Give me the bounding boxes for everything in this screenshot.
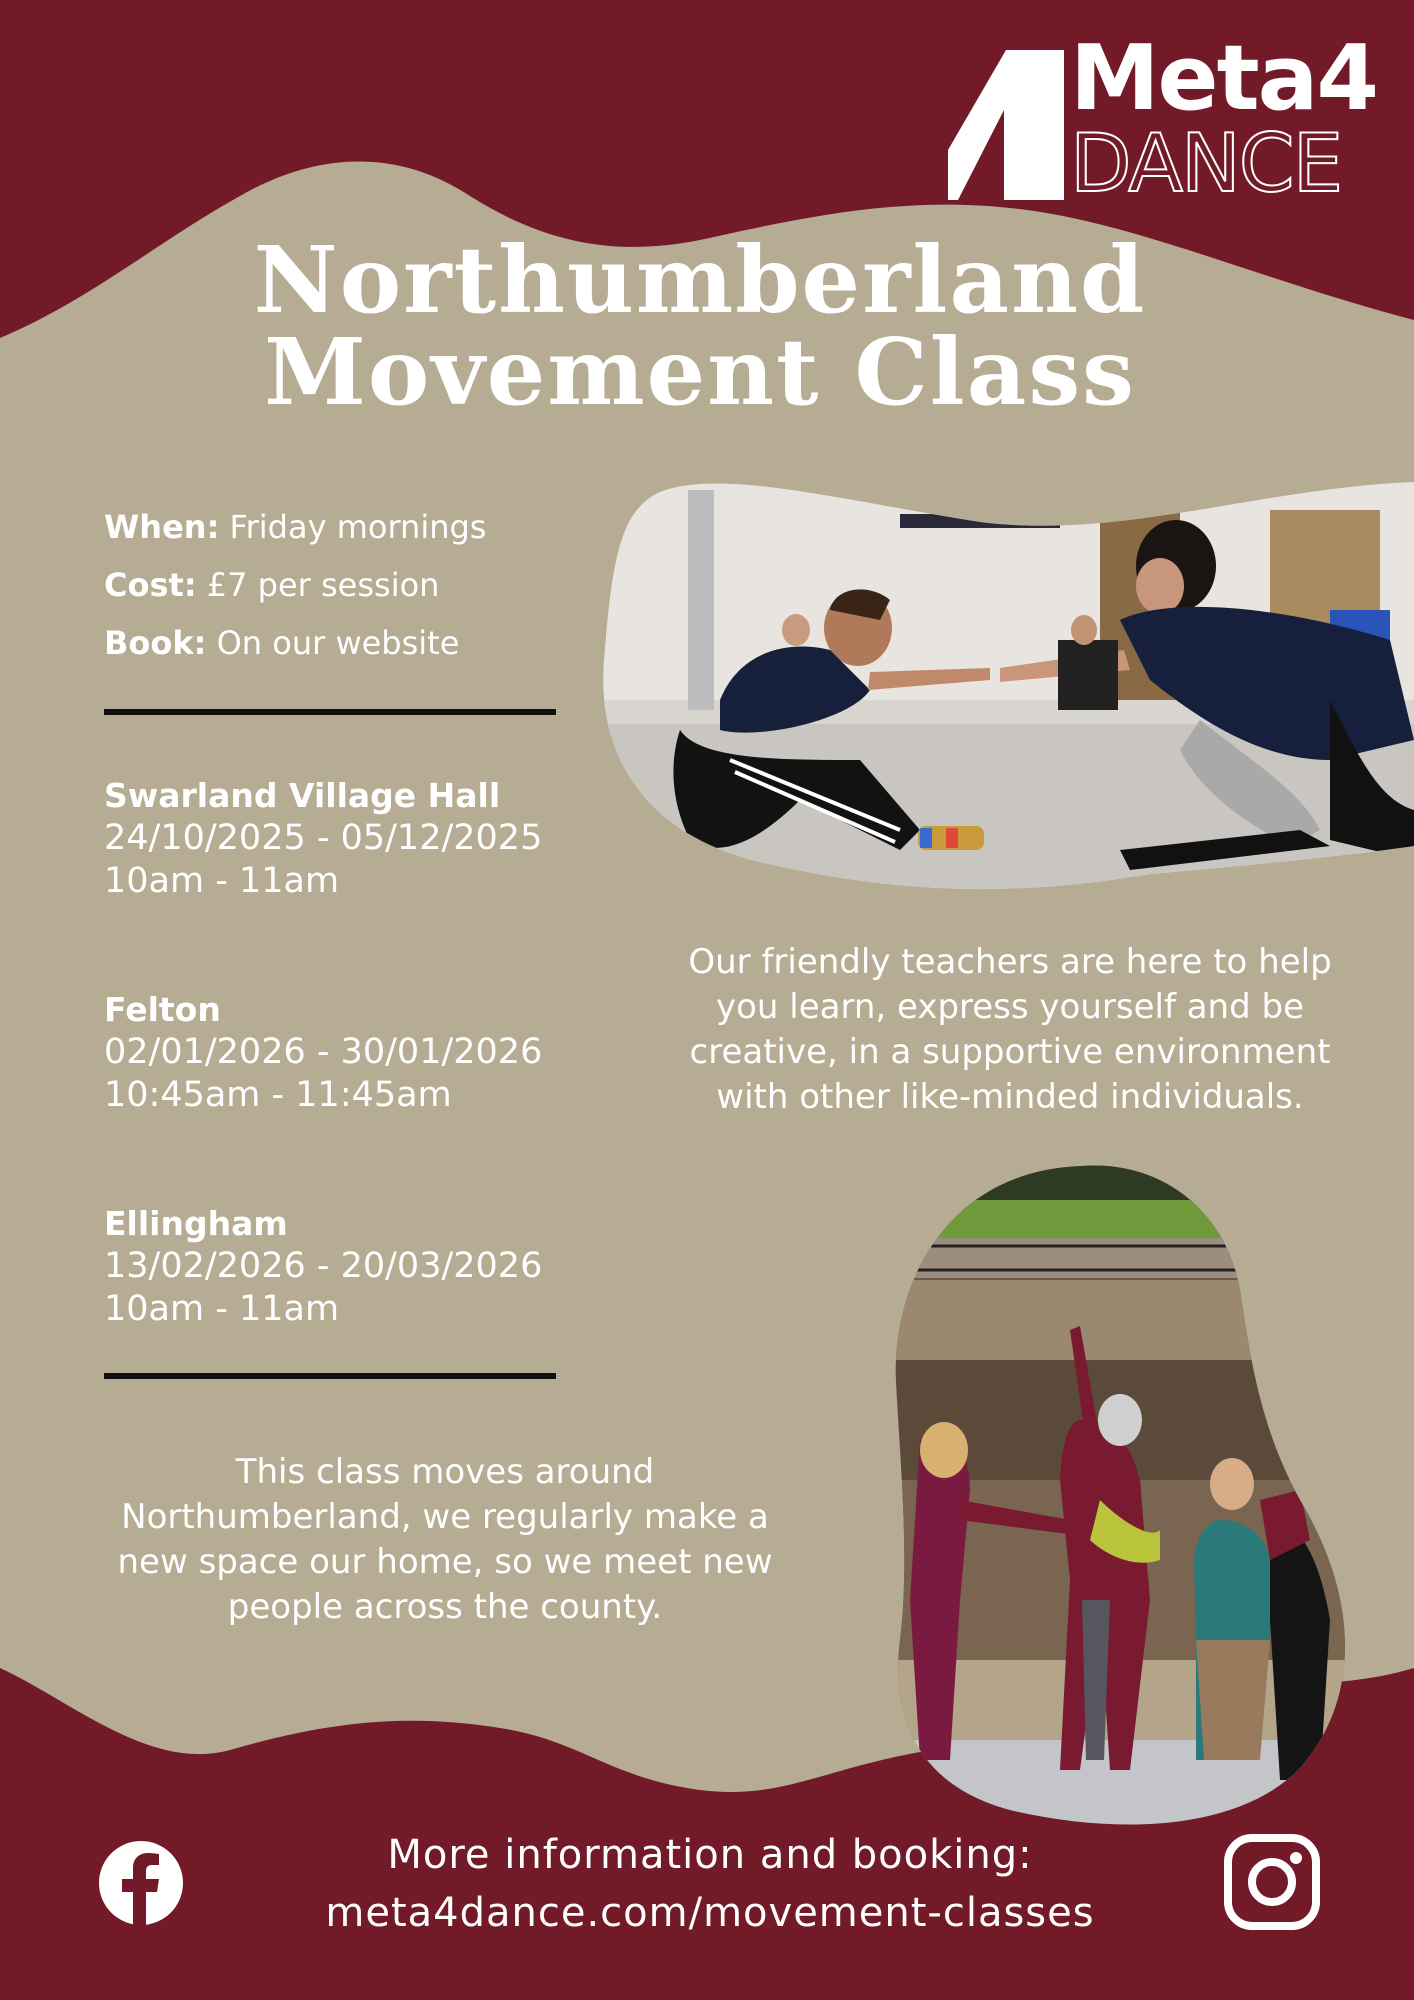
venue-ellingham [104,1202,542,1331]
moves-line-2: Northumberland, we regularly make a [121,1497,769,1537]
footer-booking-info [260,1826,1160,1942]
detail-when-label: When: [104,508,220,546]
logo-mark-icon [948,50,1068,202]
title-line-1: Northumberland [253,226,1147,334]
detail-book-value: On our website [216,624,460,662]
detail-cost [104,565,439,605]
footer-line-1: More information and booking: [387,1832,1033,1878]
logo-text-dance: DANCE [1070,117,1342,210]
detail-cost-label: Cost: [104,566,197,604]
studio-photo [590,460,1414,900]
venue-time: 10:45am - 11:45am [104,1075,452,1115]
venue-dates: 24/10/2025 - 05/12/2025 [104,818,543,858]
venue-dates: 13/02/2026 - 20/03/2026 [104,1246,543,1286]
teachers-paragraph [640,940,1380,1120]
venue-felton [104,988,542,1117]
meta4-dance-logo[interactable] [948,26,1377,210]
page-title [140,226,1260,426]
footer-website-link[interactable]: meta4dance.com/movement-classes [325,1890,1095,1936]
facebook-icon[interactable] [98,1840,184,1926]
teachers-line-3: creative, in a supportive environment [689,1032,1331,1072]
moves-paragraph [60,1450,830,1630]
logo-text-meta4: Meta4 [1070,26,1377,131]
moves-line-4: people across the county. [227,1587,663,1627]
detail-book [104,623,459,663]
detail-book-label: Book: [104,624,207,662]
venue-name: Ellingham [104,1204,288,1243]
teachers-line-2: you learn, express yourself and be [715,987,1304,1027]
detail-when-value: Friday mornings [229,508,487,546]
teachers-line-4: with other like-minded individuals. [716,1077,1304,1117]
moves-line-3: new space our home, so we meet new [117,1542,773,1582]
venue-swarland [104,774,542,903]
detail-cost-value: £7 per session [206,566,440,604]
instagram-icon[interactable] [1224,1834,1320,1930]
venue-name: Swarland Village Hall [104,776,501,815]
venue-dates: 02/01/2026 - 30/01/2026 [104,1032,543,1072]
detail-when [104,507,486,547]
divider-bottom [104,1373,556,1379]
divider-top [104,709,556,715]
venue-time: 10am - 11am [104,1289,340,1329]
moves-line-1: This class moves around [235,1452,655,1492]
venue-name: Felton [104,990,221,1029]
teachers-line-1: Our friendly teachers are here to help [688,942,1332,982]
venue-time: 10am - 11am [104,861,340,901]
title-line-2: Movement Class [264,318,1136,426]
